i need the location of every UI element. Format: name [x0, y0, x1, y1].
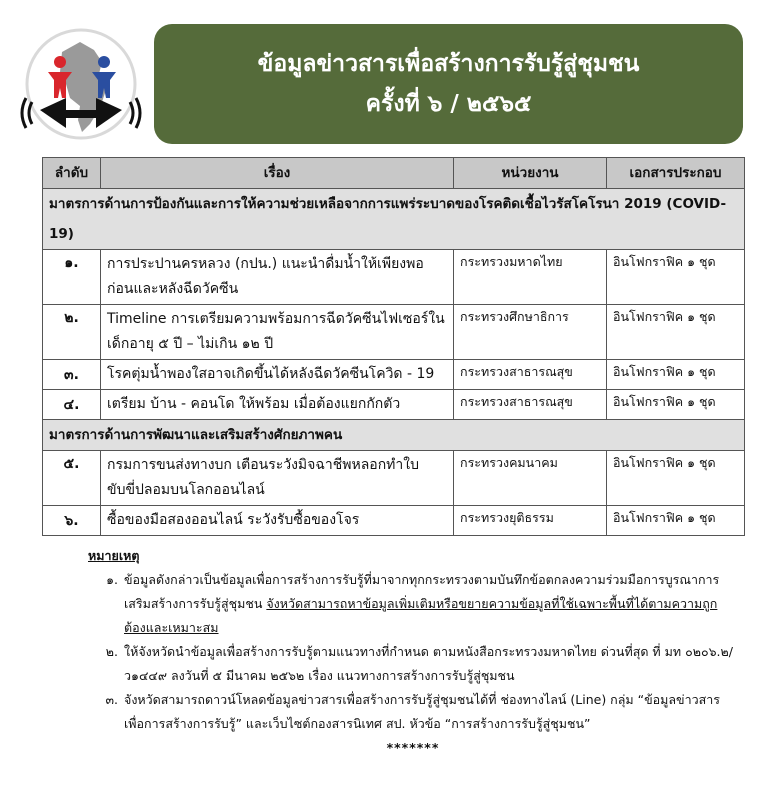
note-number: ๒. — [105, 644, 118, 659]
row-agency: กระทรวงมหาดไทย — [454, 250, 607, 305]
row-no: ๕. — [43, 451, 101, 506]
title-line-1: ข้อมูลข่าวสารเพื่อสร้างการรับรู้สู่ชุมชน — [257, 51, 640, 77]
row-no: ๖. — [43, 506, 101, 536]
note-1-underlined: จังหวัดสามารถหาข้อมูลเพิ่มเติมหรือขยายความข้อมูลที่ใช้เฉพาะพื้นที่ได้ตามความถูกต้องและเหมาะสม — [124, 596, 718, 635]
row-agency: กระทรวงยุติธรรม — [454, 506, 607, 536]
logo — [20, 28, 142, 146]
row-no: ๓. — [43, 360, 101, 390]
row-doc: อินโฟกราฟิค ๑ ชุด — [607, 360, 745, 390]
table-row — [43, 360, 745, 390]
col-header-no: ลำดับ — [43, 158, 101, 189]
notes-section — [88, 544, 738, 760]
note-number: ๓. — [105, 692, 118, 707]
row-doc: อินโฟกราฟิค ๑ ชุด — [607, 250, 745, 305]
note-3-text: จังหวัดสามารถดาวน์โหลดข้อมูลข่าวสารเพื่อสร้างการรับรู้สู่ชุมชนได้ที่ ช่องทางไลน์ (Line) กลุ่ม “ข้อมูลข่าวสารเพื่อการสร้างการรับรู้” และเว็บไซต์กองสารนิเทศ สป. หัวข้อ “การสร้างการรับรู้สู่ชุมชน” — [124, 692, 720, 731]
note-number: ๑. — [106, 572, 118, 587]
end-mark: ******* — [386, 740, 440, 755]
note-1-text: ข้อมูลดังกล่าวเป็นข้อมูลเพื่อการสร้างการรับรู้ที่มาจากทุกกระทรวงตามบันทึกข้อตกลงความร่วมมือการบูรณาการเสริมสร้างการรับรู้สู่ชุมชน — [124, 572, 720, 611]
table-row — [43, 390, 745, 420]
section-row — [43, 189, 745, 250]
info-table — [42, 157, 745, 536]
row-topic: Timeline การเตรียมความพร้อมการฉีดวัคซีนไฟเซอร์ในเด็กอายุ ๕ ปี – ไม่เกิน ๑๒ ปี — [101, 305, 454, 360]
row-agency: กระทรวงสาธารณสุข — [454, 390, 607, 420]
notes-title: หมายเหตุ — [88, 548, 140, 563]
row-topic: เตรียม บ้าน - คอนโด ให้พร้อม เมื่อต้องแยกกักตัว — [101, 390, 454, 420]
note-2-text: ให้จังหวัดนำข้อมูลเพื่อสร้างการรับรู้ตามแนวทางที่กำหนด ตามหนังสือกระทรวงมหาดไทย ด่วนที่สุด ที่ มท ๐๒๐๖.๒/ว๑๔๔๙ ลงวันที่ ๕ มีนาคม ๒๕๖๒ เรื่อง แนวทางการสร้างการรับรู้สู่ชุมชน — [124, 644, 733, 683]
row-doc: อินโฟกราฟิค ๑ ชุด — [607, 305, 745, 360]
row-topic: ซื้อของมือสองออนไลน์ ระวังรับซื้อของโจร — [101, 506, 454, 536]
title-banner — [154, 24, 743, 144]
row-no: ๒. — [43, 305, 101, 360]
row-agency: กระทรวงศึกษาธิการ — [454, 305, 607, 360]
row-agency: กระทรวงคมนาคม — [454, 451, 607, 506]
table-row — [43, 250, 745, 305]
section-title-development: มาตรการด้านการพัฒนาและเสริมสร้างศักยภาพคน — [43, 420, 745, 451]
col-header-doc: เอกสารประกอบ — [607, 158, 745, 189]
note-text — [124, 568, 738, 640]
row-no: ๔. — [43, 390, 101, 420]
table-row — [43, 451, 745, 506]
section-title-covid: มาตรการด้านการป้องกันและการให้ความช่วยเหลือจากการแพร่ระบาดของโรคติดเชื้อไวรัสโคโรนา 2019 (COVID-19) — [43, 189, 745, 250]
note-item — [88, 688, 738, 736]
section-row — [43, 420, 745, 451]
table-row — [43, 305, 745, 360]
table-header-row — [43, 158, 745, 189]
title-line-2: ครั้งที่ ๖ / ๒๕๖๕ — [365, 91, 532, 117]
row-no: ๑. — [43, 250, 101, 305]
row-topic: โรคตุ่มน้ำพองใสอาจเกิดขึ้นได้หลังฉีดวัคซีนโควิด - 19 — [101, 360, 454, 390]
row-doc: อินโฟกราฟิค ๑ ชุด — [607, 390, 745, 420]
row-agency: กระทรวงสาธารณสุข — [454, 360, 607, 390]
row-doc: อินโฟกราฟิค ๑ ชุด — [607, 451, 745, 506]
note-item — [88, 568, 738, 640]
table-row — [43, 506, 745, 536]
row-topic: การประปานครหลวง (กปน.) แนะนำดื่มน้ำให้เพียงพอก่อนและหลังฉีดวัคซีน — [101, 250, 454, 305]
note-item — [88, 640, 738, 688]
row-doc: อินโฟกราฟิค ๑ ชุด — [607, 506, 745, 536]
col-header-agency: หน่วยงาน — [454, 158, 607, 189]
row-topic: กรมการขนส่งทางบก เตือนระวังมิจฉาชีพหลอกทำใบขับขี่ปลอมบนโลกออนไลน์ — [101, 451, 454, 506]
col-header-topic: เรื่อง — [101, 158, 454, 189]
